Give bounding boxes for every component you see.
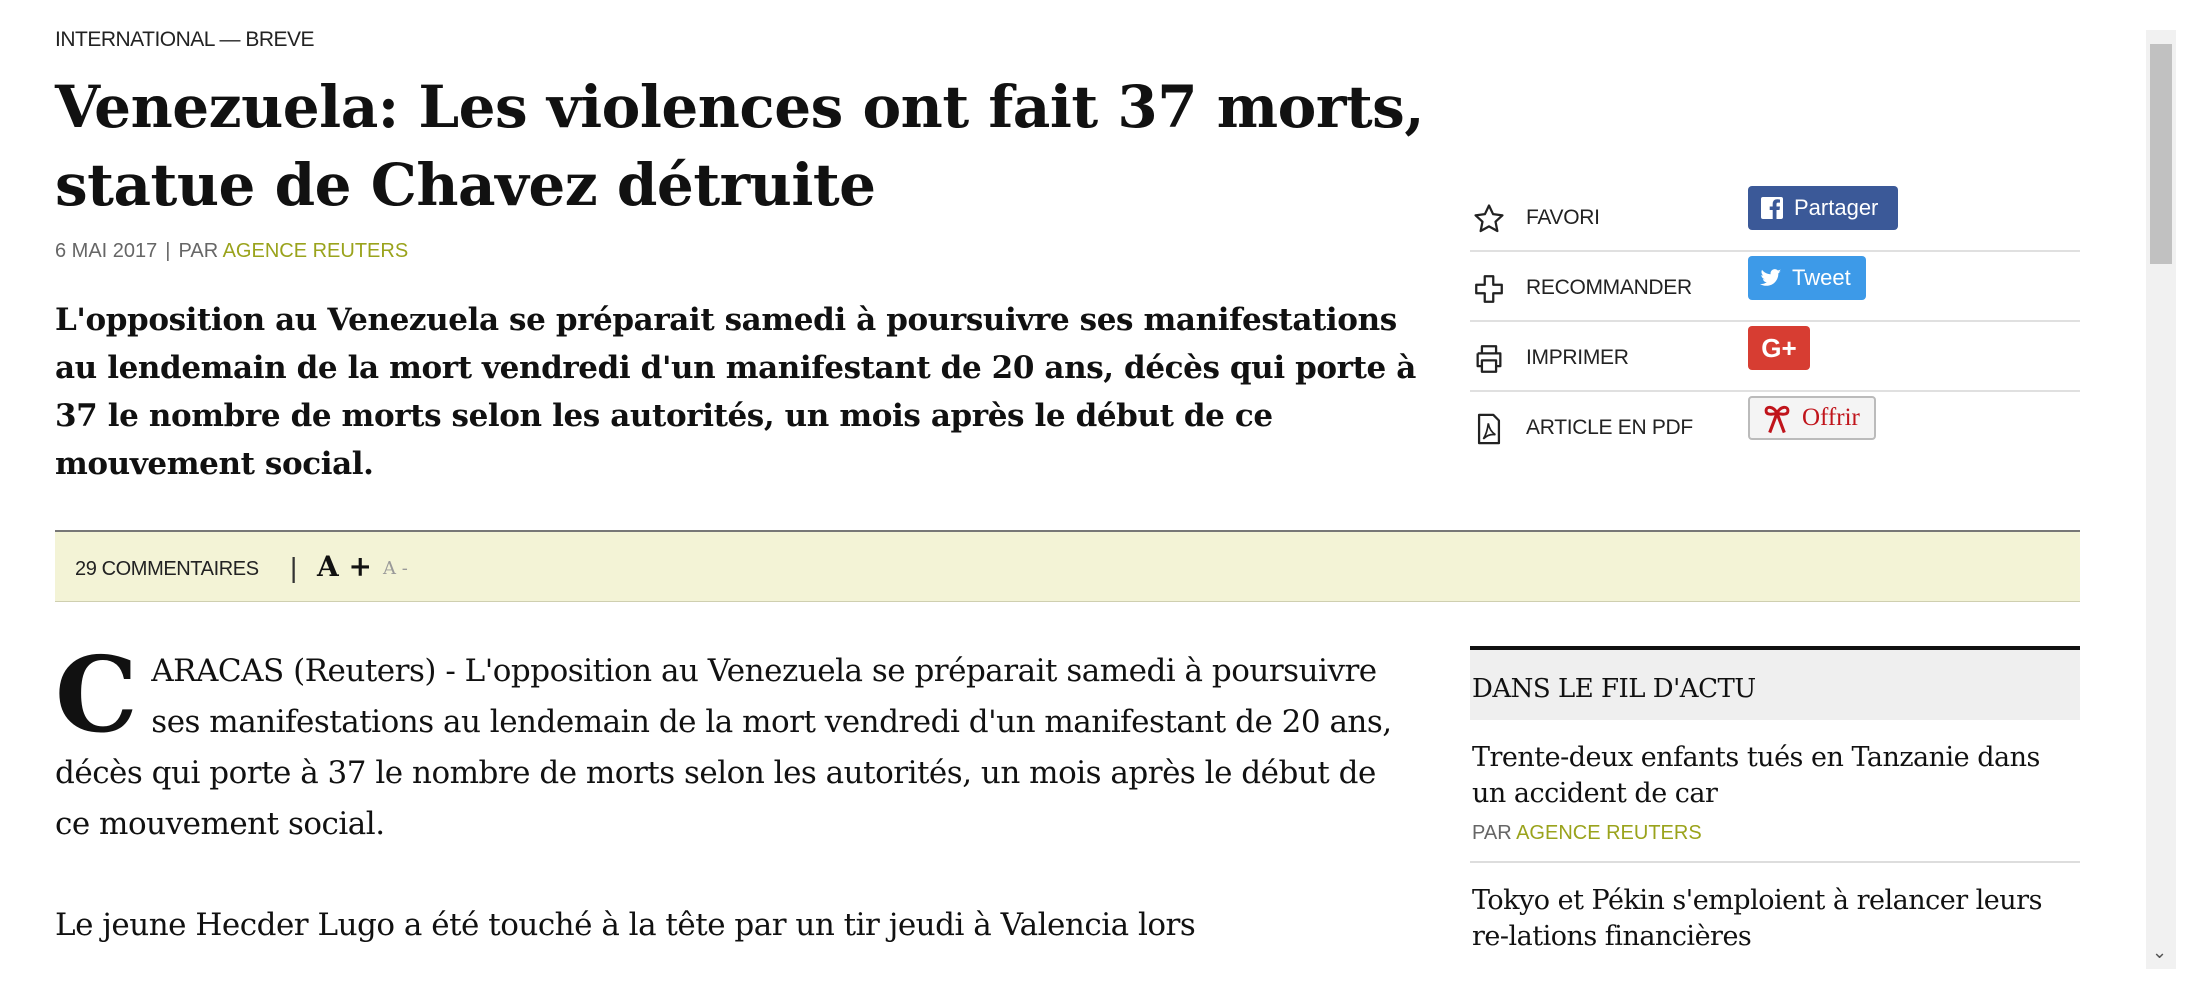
- feed-item-title[interactable]: Trente-deux enfants tués en Tanzanie dans un accident de car: [1472, 742, 2040, 809]
- facebook-share-label: Partager: [1794, 195, 1879, 220]
- byline-prefix: PAR: [1472, 822, 1512, 844]
- offrir-button[interactable]: [1748, 396, 1876, 440]
- paragraph-text: ARACAS (Reuters) - L'opposition au Venezuela se préparait samedi à poursuivre ses manifestations au lendemain de la mort vendredi d'un manifestant de 20 ans, décès qui porte à 37 le nombre de morts selon les autorités, un mois après le début de ce mouvement social.: [55, 653, 1392, 842]
- article-date: 6 MAI 2017: [55, 240, 158, 262]
- section-kicker: INTERNATIONAL — BREVE: [55, 28, 315, 51]
- article-body: [55, 633, 1405, 1001]
- vertical-scrollbar[interactable]: [2146, 30, 2176, 969]
- article-lede: L'opposition au Venezuela se préparait samedi à poursuivre ses manifestations au lendemain de la mort vendredi d'un manifestant de 20 ans, décès qui porte à 37 le nombre de morts selon les autorités, un mois après le début de ce mouvement social.: [55, 302, 1416, 482]
- share-row-pdf[interactable]: [1470, 392, 2080, 460]
- recommander-label: RECOMMANDER: [1526, 276, 1692, 299]
- star-icon: [1472, 202, 1506, 236]
- offrir-label: Offrir: [1802, 404, 1860, 431]
- share-row-imprimer[interactable]: [1470, 322, 2080, 392]
- share-row-favori[interactable]: [1470, 182, 2080, 252]
- feed-item-title[interactable]: Tokyo et Pékin s'emploient à relancer leurs re-lations financières: [1472, 885, 2042, 952]
- feed-item-byline: [1472, 822, 2080, 845]
- facebook-icon: [1760, 196, 1784, 220]
- comments-link[interactable]: 29 COMMENTAIRES: [75, 558, 259, 580]
- scroll-down-arrow-icon[interactable]: ⌄: [2152, 942, 2168, 963]
- toolbar-separator: |: [290, 552, 298, 583]
- sidebar-title: DANS LE FIL D'ACTU: [1470, 646, 2080, 720]
- article-paragraph: [55, 633, 1405, 850]
- share-row-recommander[interactable]: [1470, 252, 2080, 322]
- article-toolbar: [55, 530, 2080, 602]
- font-increase-button[interactable]: A +: [317, 550, 372, 583]
- pdf-label: ARTICLE EN PDF: [1526, 416, 1693, 439]
- author-link[interactable]: AGENCE REUTERS: [222, 240, 409, 262]
- plus-cross-icon: [1472, 272, 1506, 306]
- favori-label: FAVORI: [1526, 206, 1600, 229]
- twitter-tweet-label: Tweet: [1792, 265, 1851, 290]
- author-link[interactable]: AGENCE REUTERS: [1516, 822, 1702, 844]
- facebook-share-button[interactable]: [1748, 186, 1898, 230]
- list-item[interactable]: [1470, 863, 2080, 971]
- byline-prefix: PAR: [178, 240, 219, 262]
- scrollbar-thumb[interactable]: [2150, 44, 2172, 264]
- byline-separator: |: [165, 240, 171, 262]
- article-headline: Venezuela: Les violences ont fait 37 morts, statue de Chavez détruite: [55, 73, 1425, 219]
- twitter-bird-icon: [1760, 268, 1782, 288]
- twitter-tweet-button[interactable]: [1748, 256, 1866, 300]
- pdf-icon: [1472, 412, 1506, 446]
- drop-cap: C: [55, 633, 138, 756]
- ribbon-icon: [1762, 401, 1792, 435]
- share-panel: [1470, 182, 2080, 460]
- article-byline: [55, 240, 408, 263]
- list-item[interactable]: [1470, 720, 2080, 863]
- imprimer-label: IMPRIMER: [1526, 346, 1629, 369]
- news-feed-sidebar: [1470, 646, 2080, 971]
- googleplus-share-button[interactable]: G+: [1748, 326, 1810, 370]
- font-decrease-button[interactable]: A -: [383, 558, 408, 579]
- article-paragraph: Le jeune Hecder Lugo a été touché à la tête par un tir jeudi à Valencia lors: [55, 907, 1196, 943]
- printer-icon: [1472, 342, 1506, 376]
